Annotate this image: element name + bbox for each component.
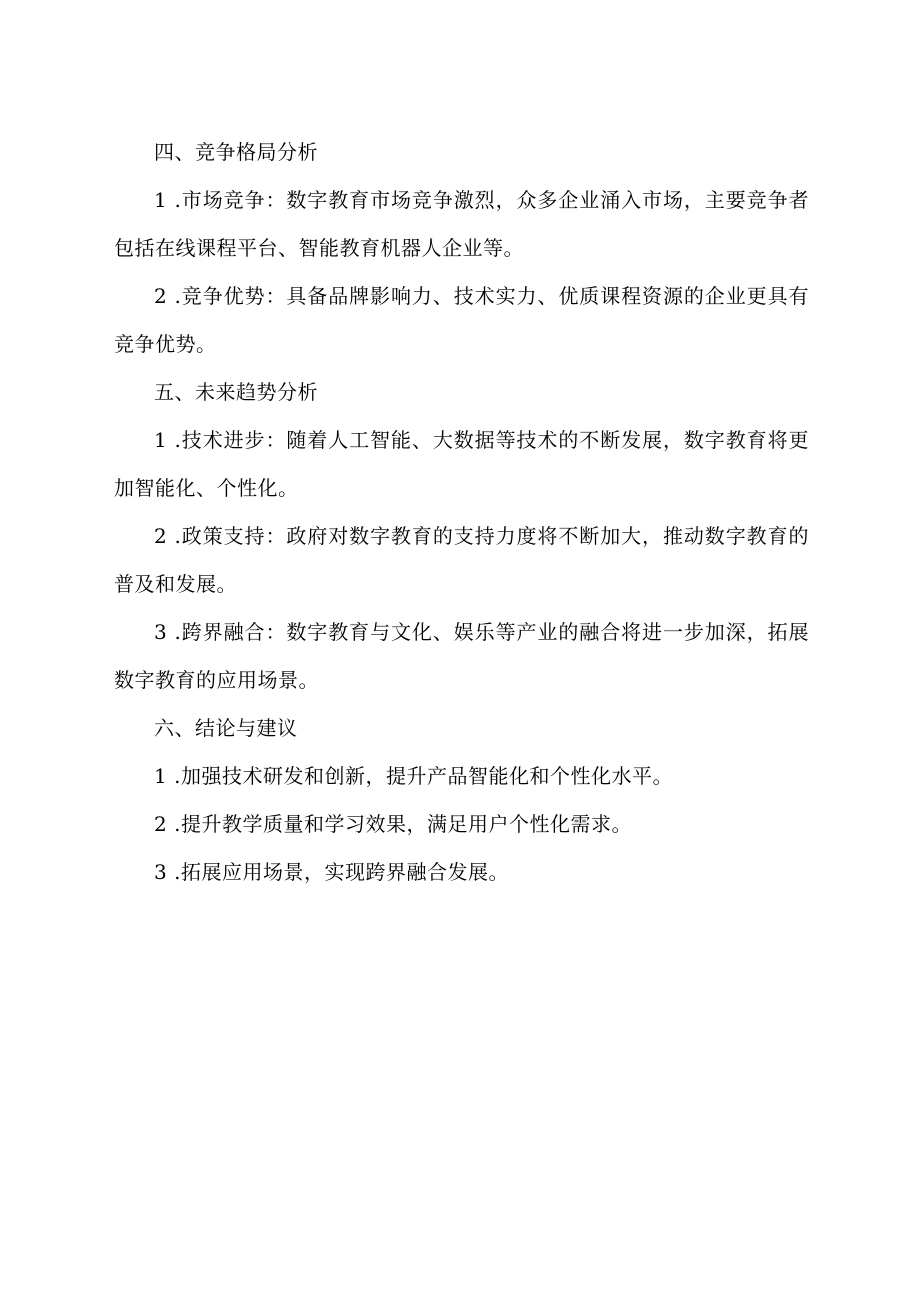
paragraph-tech-progress: 1 .技术进步：随着人工智能、大数据等技术的不断发展，数字教育将更加智能化、个性化。 [114, 428, 809, 500]
paragraph-competitive-advantage: 2 .竞争优势：具备品牌影响力、技术实力、优质课程资源的企业更具有竞争优势。 [114, 284, 809, 356]
paragraph-recommendation-1: 1 .加强技术研发和创新，提升产品智能化和个性化水平。 [154, 764, 673, 788]
paragraph-market-competition: 1 .市场竞争：数字教育市场竞争激烈，众多企业涌入市场，主要竞争者包括在线课程平台、智能教育机器人企业等。 [114, 188, 809, 260]
section-heading-future-trends: 五、未来趋势分析 [154, 380, 318, 404]
paragraph-recommendation-3: 3 .拓展应用场景，实现跨界融合发展。 [154, 860, 509, 884]
section-heading-conclusion: 六、结论与建议 [154, 716, 298, 740]
section-heading-competition: 四、竞争格局分析 [154, 140, 318, 164]
document-body [114, 128, 809, 896]
paragraph-recommendation-2: 2 .提升教学质量和学习效果，满足用户个性化需求。 [154, 812, 632, 836]
paragraph-cross-integration: 3 .跨界融合：数字教育与文化、娱乐等产业的融合将进一步加深，拓展数字教育的应用场景。 [114, 620, 809, 692]
paragraph-policy-support: 2 .政策支持：政府对数字教育的支持力度将不断加大，推动数字教育的普及和发展。 [114, 524, 809, 596]
